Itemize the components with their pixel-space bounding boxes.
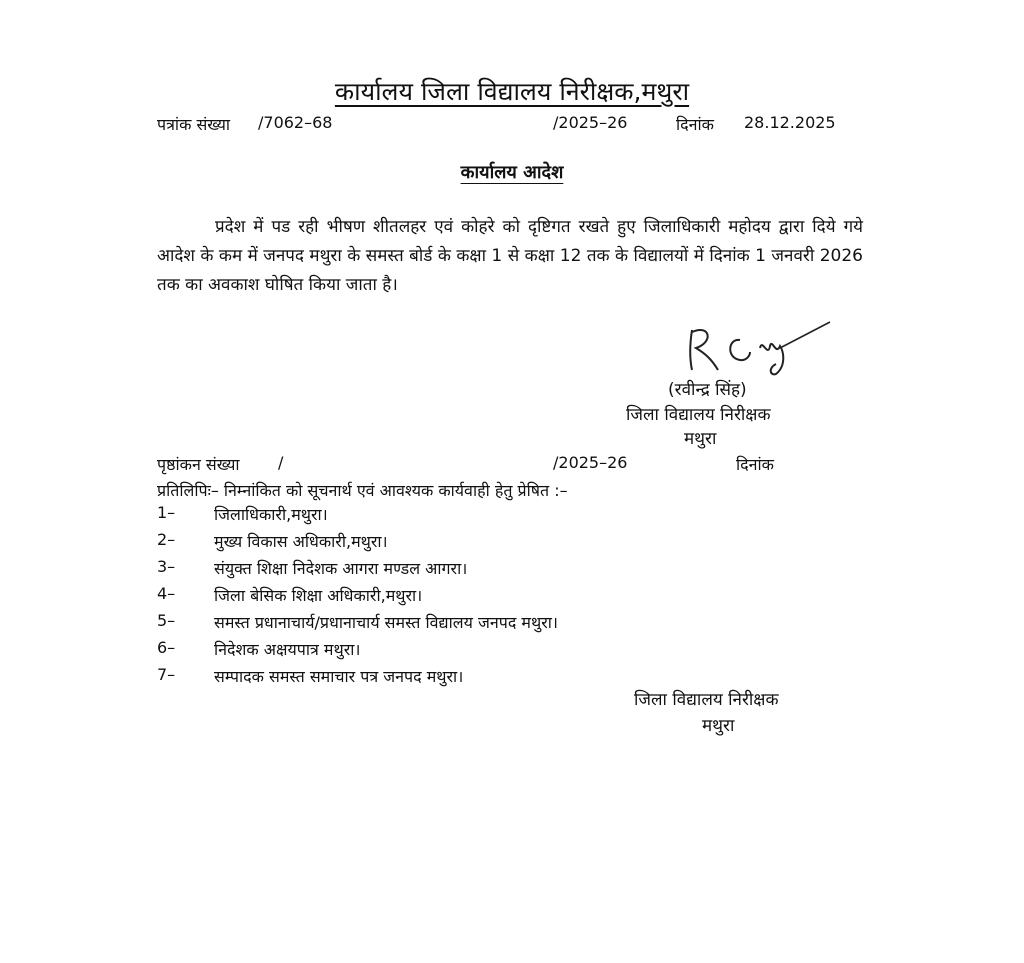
list-item-number: 2– — [157, 530, 176, 549]
reference-number: /7062–68 — [258, 113, 333, 132]
reference-label: पत्रांक संख्या — [157, 115, 231, 134]
list-item-number: 1– — [157, 503, 176, 522]
reference-year: /2025–26 — [553, 113, 628, 132]
endorsement-number: / — [278, 453, 284, 472]
footer-place: मथुरा — [702, 716, 735, 736]
list-item-text: समस्त प्रधानाचार्य/प्रधानाचार्य समस्त विद्यालय जनपद मथुरा। — [214, 613, 558, 632]
footer-designation: जिला विद्यालय निरीक्षक — [634, 690, 779, 710]
list-item-number: 3– — [157, 557, 176, 576]
list-item-number: 6– — [157, 638, 176, 657]
office-title: कार्यालय जिला विद्यालय निरीक्षक,मथुरा — [334, 77, 690, 106]
endorsement-year: /2025–26 — [553, 453, 628, 472]
signatory-name: (रवीन्द्र सिंह) — [668, 380, 747, 400]
list-item-text: सम्पादक समस्त समाचार पत्र जनपद मथुरा। — [214, 667, 464, 686]
order-heading: कार्यालय आदेश — [460, 162, 564, 183]
endorsement-label: पृष्ठांकन संख्या — [157, 455, 240, 474]
handwritten-signature — [680, 318, 840, 378]
list-item-number: 5– — [157, 611, 176, 630]
list-item-text: मुख्य विकास अधिकारी,मथुरा। — [214, 532, 388, 551]
order-body: प्रदेश में पड रही भीषण शीतलहर एवं कोहरे को दृष्टिगत रखते हुए जिलाधिकारी महोदय द्वारा दिये गये आदेश के कम में जनपद मथुरा के समस्त बोर्ड के कक्षा 1 से कक्षा 12 तक के विद्यालयों में दिनांक 1 जनवरी 2026 तक का अवकाश घोषित किया जाता है। — [157, 217, 863, 295]
date-label: दिनांक — [676, 115, 714, 134]
signatory-place: मथुरा — [684, 429, 717, 449]
copy-distribution-line: प्रतिलिपिः– निम्नांकित को सूचनार्थ एवं आवश्यक कार्यवाही हेतु प्रेषित :– — [157, 481, 568, 500]
list-item-text: निदेशक अक्षयपात्र मथुरा। — [214, 640, 361, 659]
endorsement-date-label: दिनांक — [736, 455, 774, 474]
list-item-text: जिला बेसिक शिक्षा अधिकारी,मथुरा। — [214, 586, 423, 605]
signatory-designation: जिला विद्यालय निरीक्षक — [626, 405, 771, 425]
date-value: 28.12.2025 — [744, 113, 836, 132]
list-item-number: 7– — [157, 665, 176, 684]
list-item-number: 4– — [157, 584, 176, 603]
list-item-text: जिलाधिकारी,मथुरा। — [214, 505, 328, 524]
list-item-text: संयुक्त शिक्षा निदेशक आगरा मण्डल आगरा। — [214, 559, 468, 578]
